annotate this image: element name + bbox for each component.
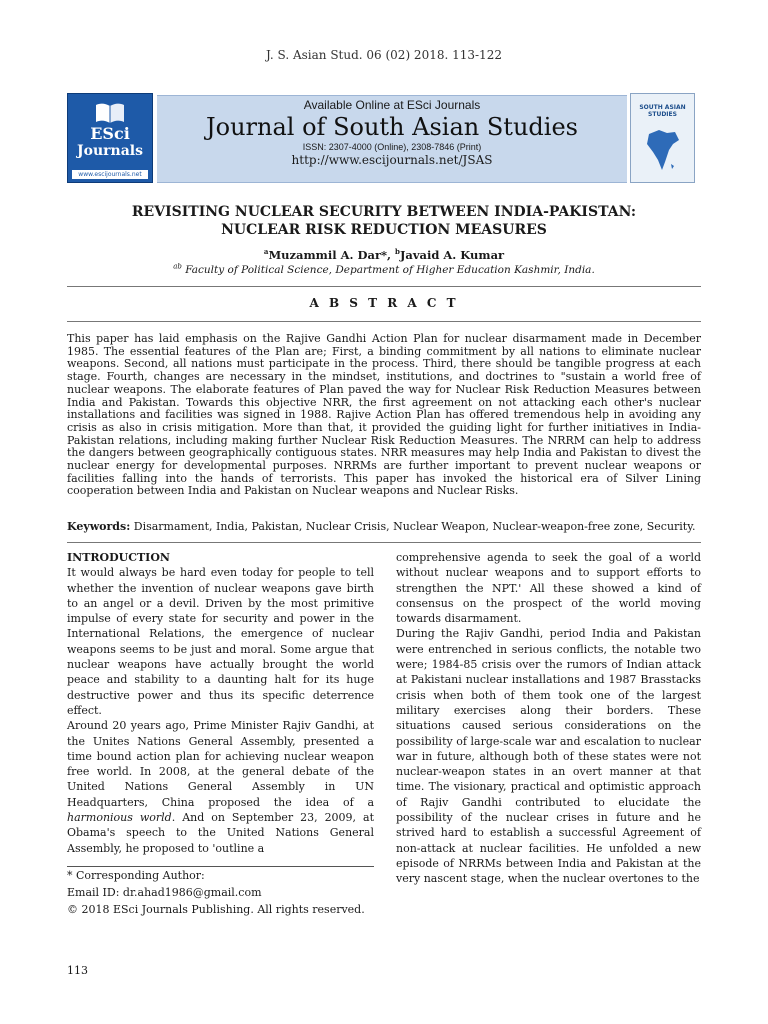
journal-title: Journal of South Asian Studies	[206, 113, 578, 141]
paragraph: It would always be hard even today for people to tell whether the invention of nuclear weapons gave birth to an angel or a devil. Driven by the most primitive impulse of every state for security and power in the International Relations, the emergence of nuclear weapons seems to be just and moral. Some argue that nuclear weapons have actually brought the world peace and stability to a daunting halt for its huge destructive power and thus its specific deterrence effect.	[67, 566, 374, 717]
cover-title-line2: STUDIES	[648, 111, 677, 118]
copyright: © 2018 ESci Journals Publishing. All rights reserved.	[67, 903, 365, 916]
logo-text-journals: Journals	[77, 143, 143, 159]
available-online: Available Online at ESci Journals	[303, 98, 481, 112]
logo-text-esci: ESci	[90, 124, 130, 143]
keywords-label: Keywords:	[67, 520, 131, 533]
cover-title-line1: SOUTH ASIAN	[639, 104, 686, 111]
journal-banner	[67, 93, 695, 183]
esci-logo[interactable]	[67, 93, 153, 183]
page-number: 113	[67, 964, 88, 977]
paragraph: comprehensive agenda to seek the goal of a world without nuclear weapons and to support efforts to strengthen the NPT.' All these showed a kind of consensus on the prospect of the world moving towards disarmament.	[396, 551, 701, 626]
section-heading-introduction: INTRODUCTION	[67, 551, 170, 564]
author-email[interactable]: Email ID: dr.ahad1986@gmail.com	[67, 886, 262, 899]
banner-center	[157, 95, 627, 183]
affiliation: $^{ab}$ Faculty of Political Science, Department of Higher Education Kashmir, India.	[173, 262, 595, 276]
author-kumar: Javaid A. Kumar	[399, 248, 505, 262]
divider-abstract	[67, 321, 701, 322]
footnote	[67, 867, 374, 918]
journal-cover-thumbnail	[630, 93, 695, 183]
left-column	[67, 550, 374, 856]
citation-header: J. S. Asian Stud. 06 (02) 2018. 113-122	[266, 48, 502, 62]
logo-url: www.escijournals.net	[72, 170, 148, 179]
paragraph: Around 20 years ago, Prime Minister Rajiv Gandhi, at the Unites Nations General Assembly, presented a time bound action plan for achieving nuclear weapon free world. In 2008, at the general debate of the United Nations General Assembly in UN Headquarters, China proposed the idea of a harmonious world. And on September 23, 2009, at Obama's speech to the United Nations General Assembly, he proposed to 'outline a	[67, 719, 374, 855]
corresponding-author: * Corresponding Author:	[67, 869, 205, 882]
divider-body	[67, 542, 701, 543]
journal-url[interactable]: http://www.escijournals.net/JSAS	[291, 153, 493, 167]
paragraph: During the Rajiv Gandhi, period India and Pakistan were entrenched in serious conflicts, the notable two were; 1984-85 crisis over the rumors of Indian attack at Pakistani nuclear installations and 1987 Brasstacks crisis when both of them took one of the largest military exercises along their borders. These situations caused serious considerations on the possibility of large-scale war and escalation to nuclear war in future, although both of these states were not nuclear-weapon states in an overt manner at that time. The visionary, practical and optimistic approach of Rajiv Gandhi contributed to elucidate the possibility of the nuclear crises in future and he strived hard to establish a successful Agreement of non-attack at nuclear facilities. He unfolded a new episode of NRRMs between India and Pakistan at the very nascent stage, when the nuclear overtones to the	[396, 627, 701, 886]
open-book-icon	[95, 102, 125, 124]
issn: ISSN: 2307-4000 (Online), 2308-7846 (Print)	[302, 142, 482, 152]
abstract-text: This paper has laid emphasis on the Rajive Gandhi Action Plan for nuclear disarmament made in December 1985. The essential features of the Plan are; First, a binding commitment by all nations to eliminate nuclear weapons. Second, all nations must participate in the process. Third, there should be tangible progress at each stage. Fourth, changes are necessary in the mindset, institutions, and doctrines to "sustain a world free of nuclear weapons. The elaborate features of Plan paved the way for Nuclear Risk Reduction Measures between India and Pakistan. Towards this objective NRR, the first agreement on not attacking each other's nuclear installations and facilities was signed in 1988. Rajive Action Plan has offered tremendous help in avoiding any crisis as also in crisis mitigation. More than that, it provided the guiding light for further initiatives in India-Pakistan relations, including making further Nuclear Risk Reduction Measures. The NRRM can help to address the dangers between geographically contiguous states. NRR measures may help India and Pakistan to divest the nuclear energy for developmental purposes. NRRMs are further important to prevent nuclear weapons or facilities falling into the hands of terrorists. This paper has invoked the historical era of Silver Lining cooperation between India and Pakistan on Nuclear weapons and Nuclear Risks.	[67, 332, 701, 498]
paper-title: REVISITING NUCLEAR SECURITY BETWEEN INDIA-PAKISTAN: NUCLEAR RISK REDUCTION MEASURES	[131, 204, 637, 238]
author-dar: Muzammil A. Dar*,	[268, 248, 396, 262]
south-asia-map-icon	[645, 128, 681, 172]
right-column	[396, 550, 701, 887]
keywords: Keywords: Disarmament, India, Pakistan, Nuclear Crisis, Nuclear Weapon, Nuclear-weapon-free zone, Security.	[67, 520, 696, 533]
abstract-heading: A B S T R A C T	[309, 296, 459, 310]
divider-top	[67, 286, 701, 287]
authors: $^a$Muzammil A. Dar*, $^b$Javaid A. Kumar	[263, 247, 505, 262]
